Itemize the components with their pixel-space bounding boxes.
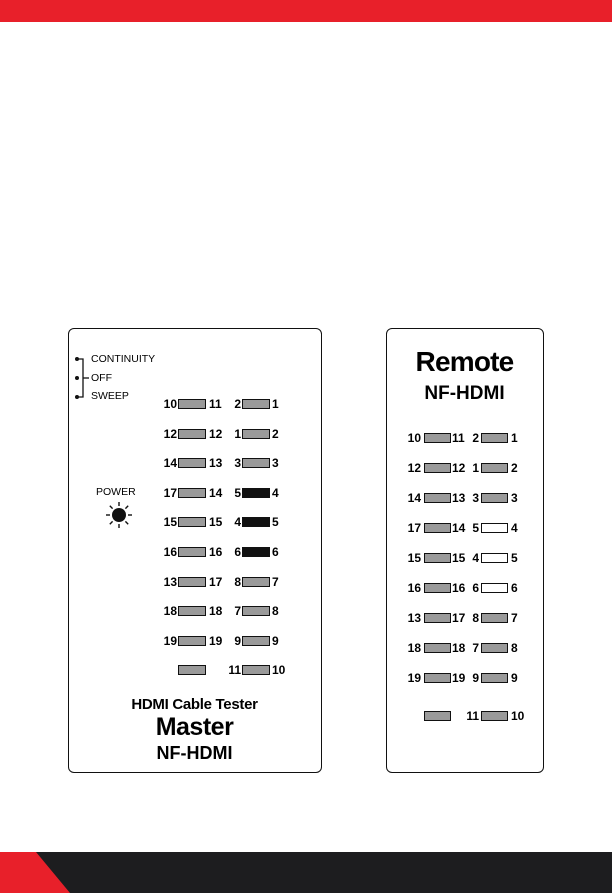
remote-led-right — [481, 583, 508, 593]
mode-option-off[interactable]: OFF — [91, 372, 112, 384]
remote-pin-right-number: 2 — [472, 431, 479, 445]
mode-option-continuity[interactable]: CONTINUITY — [91, 353, 156, 365]
master-pin-right-number-2: 1 — [272, 397, 279, 411]
power-indicator-icon — [105, 501, 133, 529]
master-pin-right-number-2: 5 — [272, 515, 279, 530]
master-led-left — [178, 665, 206, 675]
master-pin-left-number-2: 12 — [209, 426, 223, 441]
remote-pin-left-number-2: 15 — [452, 551, 466, 565]
remote-pin-left-number-2: 17 — [452, 611, 466, 625]
master-pin-left-number: 13 — [163, 574, 177, 589]
master-pin-right-number: 5 — [234, 485, 241, 500]
master-pin-left-number-2: 13 — [209, 456, 223, 471]
master-pin-right-number: 4 — [234, 515, 241, 530]
remote-model: NF-HDMI — [424, 383, 505, 404]
remote-led-right — [481, 711, 508, 721]
master-led-right — [242, 606, 270, 616]
remote-pin-right-number-2: 6 — [511, 581, 518, 595]
remote-pin-left-number-2: 18 — [452, 641, 466, 655]
master-led-left — [178, 429, 206, 439]
master-pin-right-number: 9 — [234, 633, 241, 648]
master-unit-panel — [68, 328, 322, 773]
master-led-right — [242, 399, 270, 409]
remote-title: Remote — [415, 346, 514, 377]
master-led-right — [242, 665, 270, 675]
remote-pin-left-number: 13 — [407, 611, 421, 625]
master-pin-left-number-2: 14 — [209, 485, 223, 500]
master-pin-left-number-2: 19 — [209, 633, 223, 648]
master-led-left — [178, 547, 206, 557]
remote-led-left — [424, 643, 451, 653]
remote-pin-right-number: 3 — [472, 491, 479, 505]
remote-led-right — [481, 433, 508, 443]
master-led-right — [242, 458, 270, 468]
master-pin-left-number: 16 — [163, 545, 177, 559]
remote-pin-left-number: 17 — [407, 521, 421, 535]
remote-led-left — [424, 711, 451, 721]
remote-pin-right-number-2: 5 — [511, 551, 518, 565]
master-pin-right-number-2: 8 — [272, 604, 279, 619]
master-pin-left-number: 15 — [163, 515, 177, 530]
remote-pin-right-number-2: 10 — [511, 709, 525, 723]
remote-pin-left-number-2: 13 — [452, 491, 466, 505]
master-pin-right-number-2: 7 — [272, 574, 279, 589]
remote-led-left — [424, 583, 451, 593]
remote-pin-left-number-2: 16 — [452, 581, 466, 595]
master-pin-right-number-2: 3 — [272, 456, 279, 471]
remote-led-left — [424, 523, 451, 533]
master-pin-left-number: 12 — [163, 426, 177, 441]
remote-pin-right-number: 4 — [472, 551, 479, 565]
remote-led-left — [424, 673, 451, 683]
master-led-left — [178, 517, 206, 527]
master-pin-right-number: 2 — [234, 397, 241, 411]
remote-pin-left-number-2: 14 — [452, 521, 466, 535]
remote-led-right — [481, 463, 508, 473]
remote-pin-right-number-2: 1 — [511, 431, 518, 445]
master-pin-right-number-2: 10 — [272, 663, 286, 678]
master-title: Master — [155, 713, 234, 741]
master-pin-left-number-2: 15 — [209, 515, 223, 530]
master-led-left — [178, 399, 206, 409]
master-pin-right-number-2: 4 — [272, 485, 279, 500]
remote-pin-left-number: 12 — [407, 461, 421, 475]
master-pin-left-number: 14 — [163, 456, 177, 471]
remote-pin-left-number-2: 12 — [452, 461, 466, 475]
remote-led-right — [481, 493, 508, 503]
master-pin-right-number: 6 — [234, 545, 241, 559]
remote-pin-right-number: 9 — [472, 671, 479, 685]
remote-pin-right-number: 8 — [472, 611, 479, 625]
remote-pin-right-number: 11 — [466, 709, 479, 723]
remote-pin-right-number-2: 9 — [511, 671, 518, 685]
master-led-right — [242, 429, 270, 439]
remote-pin-right-number-2: 8 — [511, 641, 518, 655]
remote-pin-right-number-2: 3 — [511, 491, 518, 505]
remote-pin-left-number: 19 — [407, 671, 421, 685]
master-product-label: HDMI Cable Tester — [131, 696, 258, 713]
master-pin-right-number-2: 9 — [272, 633, 279, 648]
remote-unit-panel — [386, 328, 544, 773]
master-pin-left-number: 18 — [163, 604, 177, 619]
master-led-left — [178, 488, 206, 498]
master-led-left — [178, 458, 206, 468]
master-led-right — [242, 577, 270, 587]
top-brand-bar — [0, 0, 612, 22]
remote-led-right — [481, 673, 508, 683]
remote-pin-left-number: 18 — [407, 641, 421, 655]
master-led-right — [242, 517, 270, 527]
remote-led-right — [481, 613, 508, 623]
master-pin-left-number: 10 — [163, 397, 177, 411]
master-pin-right-number: 8 — [234, 574, 241, 589]
remote-pin-right-number-2: 4 — [511, 521, 518, 535]
master-pin-right-number: 3 — [234, 456, 241, 471]
master-pin-right-number-2: 2 — [272, 426, 279, 441]
master-pin-right-number: 7 — [234, 604, 241, 619]
master-pin-right-number: 1 — [234, 426, 241, 441]
master-led-left — [178, 636, 206, 646]
master-led-right — [242, 636, 270, 646]
remote-pin-left-number-2: 19 — [452, 671, 466, 685]
remote-pin-right-number: 5 — [472, 521, 479, 535]
master-led-left — [178, 606, 206, 616]
master-pin-left-number: 17 — [163, 485, 177, 500]
remote-pin-left-number-2: 11 — [452, 431, 465, 445]
remote-pin-right-number: 7 — [472, 641, 479, 655]
master-pin-right-number-2: 6 — [272, 545, 279, 559]
remote-led-right — [481, 523, 508, 533]
master-model: NF-HDMI — [156, 743, 233, 763]
remote-led-left — [424, 613, 451, 623]
remote-led-right — [481, 643, 508, 653]
master-pin-left-number-2: 18 — [209, 604, 223, 619]
master-led-left — [178, 577, 206, 587]
master-pin-right-number: 11 — [228, 663, 241, 678]
mode-option-sweep[interactable]: SWEEP — [91, 390, 129, 402]
master-pin-left-number-2: 16 — [209, 545, 223, 559]
remote-led-left — [424, 463, 451, 473]
master-led-right — [242, 488, 270, 498]
power-label: POWER — [96, 486, 136, 498]
remote-pin-right-number-2: 7 — [511, 611, 518, 625]
master-pin-left-number-2: 11 — [209, 397, 222, 411]
master-led-right — [242, 547, 270, 557]
remote-pin-right-number-2: 2 — [511, 461, 518, 475]
master-pin-left-number: 19 — [163, 633, 177, 648]
remote-led-left — [424, 433, 451, 443]
remote-led-left — [424, 493, 451, 503]
remote-pin-left-number: 10 — [407, 431, 421, 445]
master-pin-left-number-2: 17 — [209, 574, 223, 589]
mode-switch-bracket-icon[interactable] — [73, 355, 91, 401]
remote-pin-right-number: 1 — [472, 461, 479, 475]
footer-brand-accent — [0, 852, 70, 893]
remote-led-left — [424, 553, 451, 563]
remote-led-right — [481, 553, 508, 563]
remote-pin-left-number: 16 — [407, 581, 421, 595]
footer-bar — [0, 852, 612, 893]
remote-pin-left-number: 14 — [407, 491, 421, 505]
remote-pin-right-number: 6 — [472, 581, 479, 595]
remote-pin-left-number: 15 — [407, 551, 421, 565]
